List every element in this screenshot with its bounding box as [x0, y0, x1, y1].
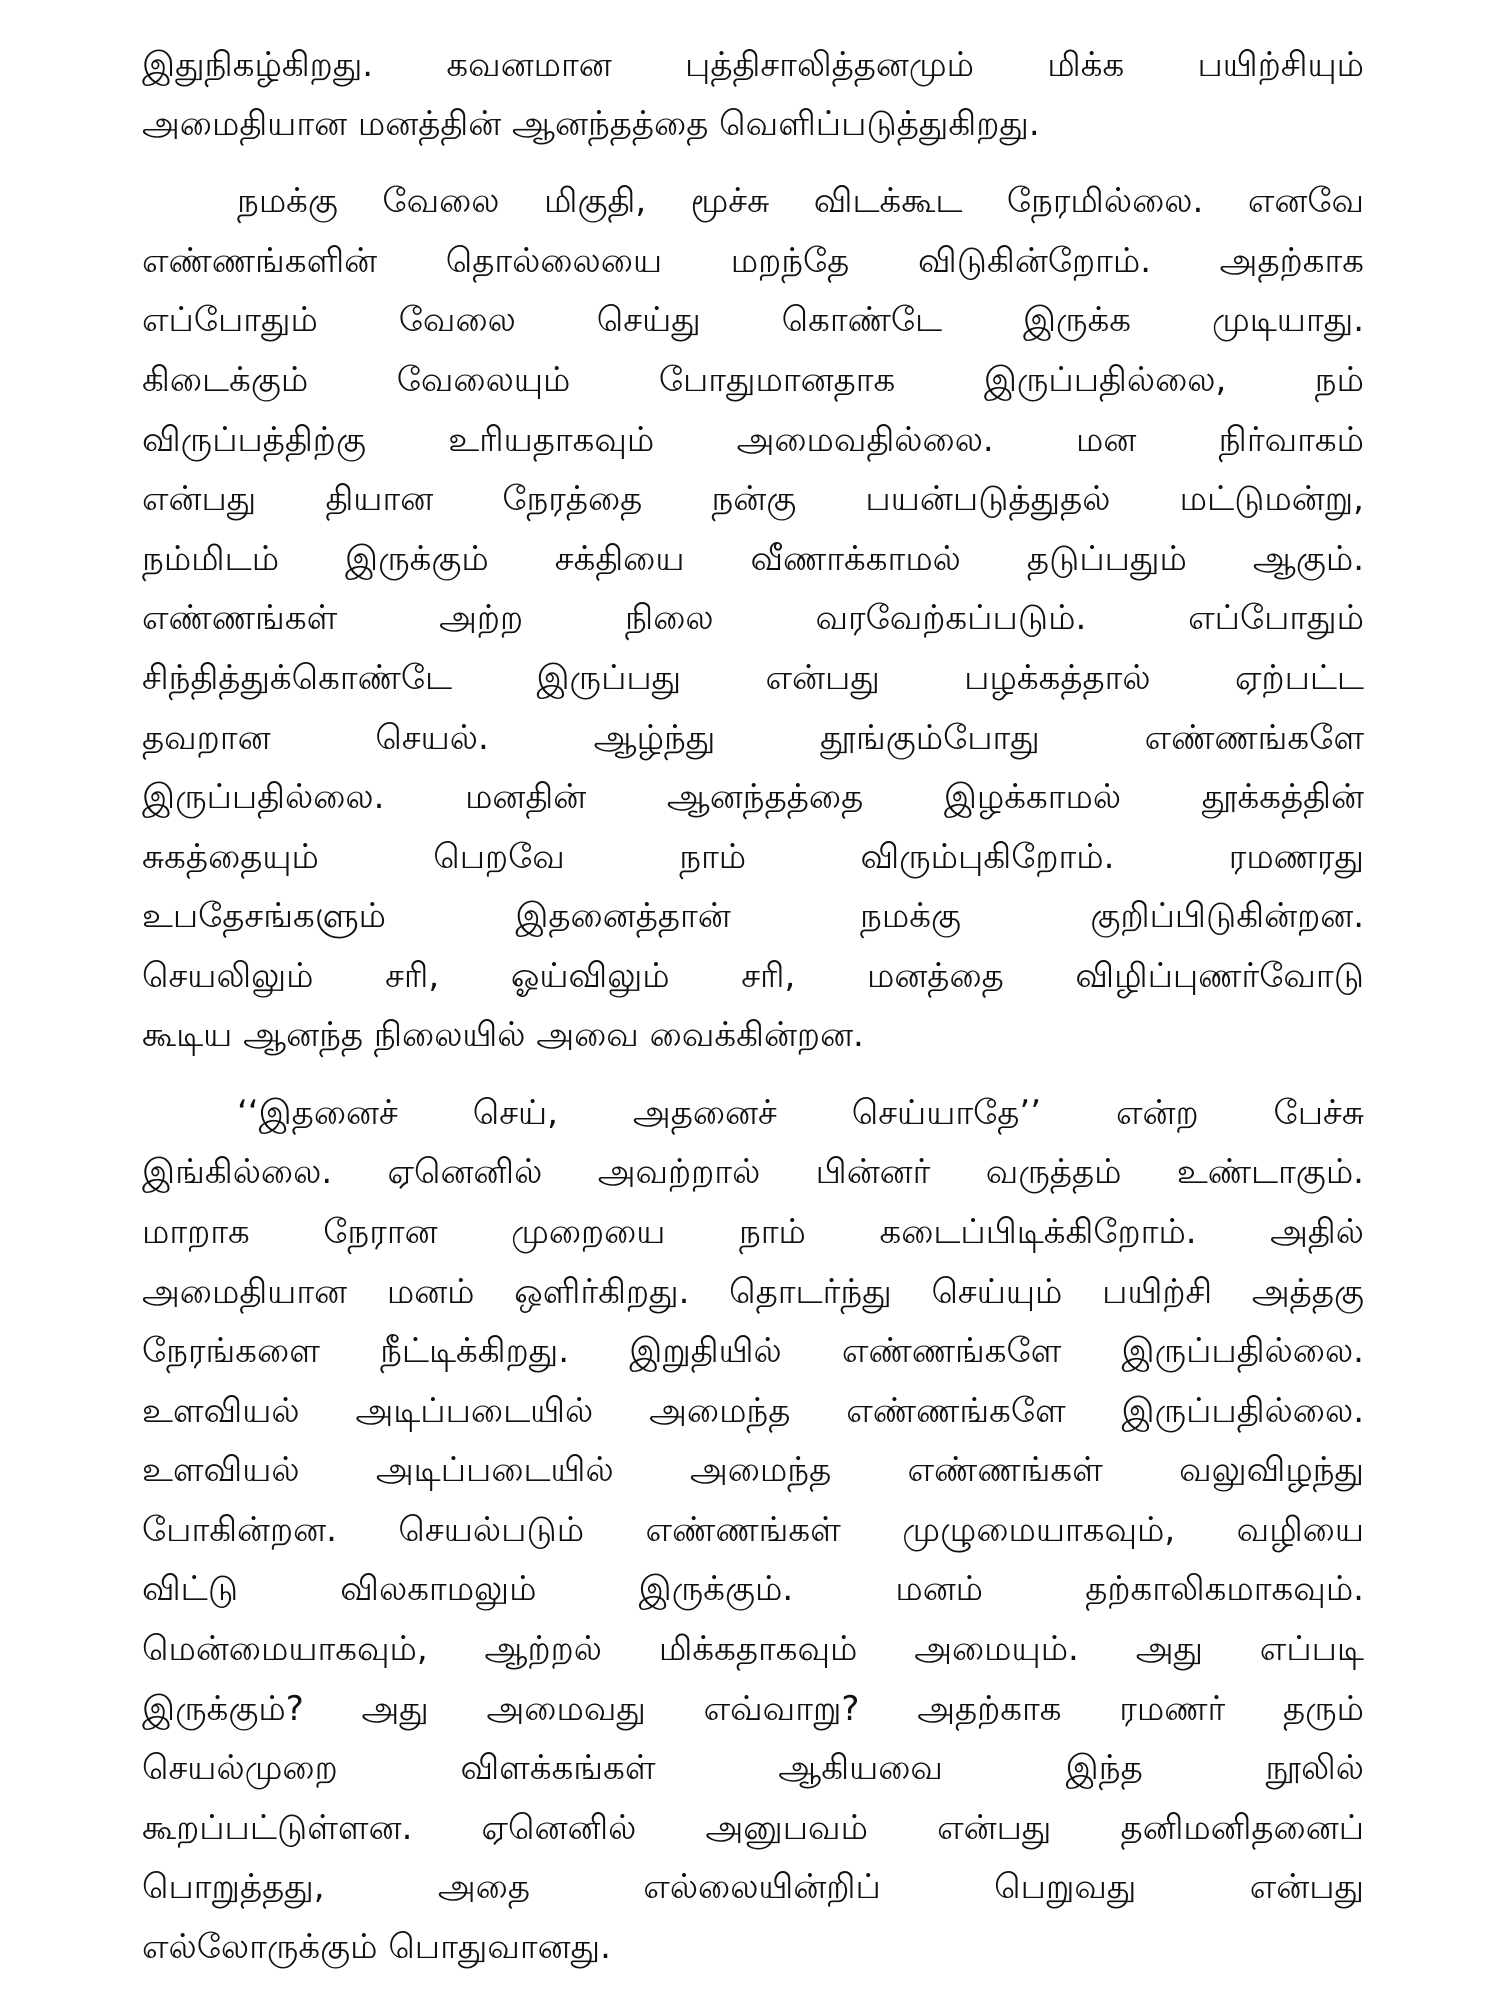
text-line: எல்லோருக்கும் பொதுவானது. — [142, 1930, 611, 1967]
text-line: எண்ணங்கள் அற்ற நிலை வரவேற்கப்படும். எப்போதும் — [142, 601, 1364, 638]
text-line: சுகத்தையும் பெறவே நாம் விரும்புகிறோம். ரமணரது — [142, 840, 1364, 877]
text-line: கூடிய ஆனந்த நிலையில் அவை வைக்கின்றன. — [142, 1018, 864, 1055]
text-line: விட்டு விலகாமலும் இருக்கும். மனம் தற்காலிகமாகவும். — [142, 1572, 1364, 1609]
text-line: எப்போதும் வேலை செய்து கொண்டே இருக்க முடியாது. — [142, 303, 1364, 340]
text-line: நம்மிடம் இருக்கும் சக்தியை வீணாக்காமல் தடுப்பதும் ஆகும். — [142, 542, 1364, 579]
text-line: செயல்முறை விளக்கங்கள் ஆகியவை இந்த நூலில் — [142, 1751, 1364, 1788]
text-line: நமக்கு வேலை மிகுதி, மூச்சு விடக்கூட நேரமில்லை. எனவே — [237, 184, 1364, 221]
text-line: உபதேசங்களும் இதனைத்தான் நமக்கு குறிப்பிடுகின்றன. — [142, 899, 1364, 936]
text-line: அமைதியான மனத்தின் ஆனந்தத்தை வெளிப்படுத்துகிறது. — [142, 107, 1040, 144]
text-line: தவறான செயல். ஆழ்ந்து தூங்கும்போது எண்ணங்களே — [142, 721, 1364, 758]
text-line: இங்கில்லை. ஏனெனில் அவற்றால் பின்னர் வருத்தம் உண்டாகும். — [142, 1155, 1364, 1192]
text-line: பொறுத்தது, அதை எல்லையின்றிப் பெறுவது என்பது — [142, 1870, 1364, 1907]
text-line: விருப்பத்திற்கு உரியதாகவும் அமைவதில்லை. மன நிர்வாகம் — [142, 423, 1364, 460]
text-line: இதுநிகழ்கிறது. கவனமான புத்திசாலித்தனமும் மிக்க பயிற்சியும் — [142, 48, 1364, 85]
text-line: சிந்தித்துக்கொண்டே இருப்பது என்பது பழக்கத்தால் ஏற்பட்ட — [142, 661, 1364, 698]
text-line: என்பது தியான நேரத்தை நன்கு பயன்படுத்துதல் மட்டுமன்று, — [142, 482, 1364, 519]
text-line: உளவியல் அடிப்படையில் அமைந்த எண்ணங்கள் வலுவிழந்து — [142, 1453, 1364, 1490]
text-line: இருக்கும்? அது அமைவது எவ்வாறு? அதற்காக ரமணர் தரும் — [142, 1692, 1364, 1729]
text-line: ‘‘இதனைச் செய், அதனைச் செய்யாதே’’ என்ற பேச்சு — [237, 1096, 1364, 1133]
text-line: எண்ணங்களின் தொல்லையை மறந்தே விடுகின்றோம். அதற்காக — [142, 244, 1364, 281]
text-line: உளவியல் அடிப்படையில் அமைந்த எண்ணங்களே இருப்பதில்லை. — [142, 1394, 1364, 1431]
text-line: கிடைக்கும் வேலையும் போதுமானதாக இருப்பதில்லை, நம் — [142, 363, 1364, 400]
text-line: போகின்றன. செயல்படும் எண்ணங்கள் முழுமையாகவும், வழியை — [142, 1513, 1364, 1550]
text-line: மாறாக நேரான முறையை நாம் கடைப்பிடிக்கிறோம். அதில் — [142, 1215, 1364, 1252]
text-line: நேரங்களை நீட்டிக்கிறது. இறுதியில் எண்ணங்களே இருப்பதில்லை. — [142, 1334, 1364, 1371]
text-line: செயலிலும் சரி, ஓய்விலும் சரி, மனத்தை விழிப்புணர்வோடு — [142, 959, 1364, 996]
text-line: இருப்பதில்லை. மனதின் ஆனந்தத்தை இழக்காமல் தூக்கத்தின் — [142, 780, 1364, 817]
text-line: மென்மையாகவும், ஆற்றல் மிக்கதாகவும் அமையும். அது எப்படி — [142, 1632, 1364, 1669]
text-line: கூறப்பட்டுள்ளன. ஏனெனில் அனுபவம் என்பது தனிமனிதனைப் — [142, 1811, 1364, 1848]
text-line: அமைதியான மனம் ஒளிர்கிறது. தொடர்ந்து செய்யும் பயிற்சி அத்தகு — [142, 1275, 1364, 1312]
